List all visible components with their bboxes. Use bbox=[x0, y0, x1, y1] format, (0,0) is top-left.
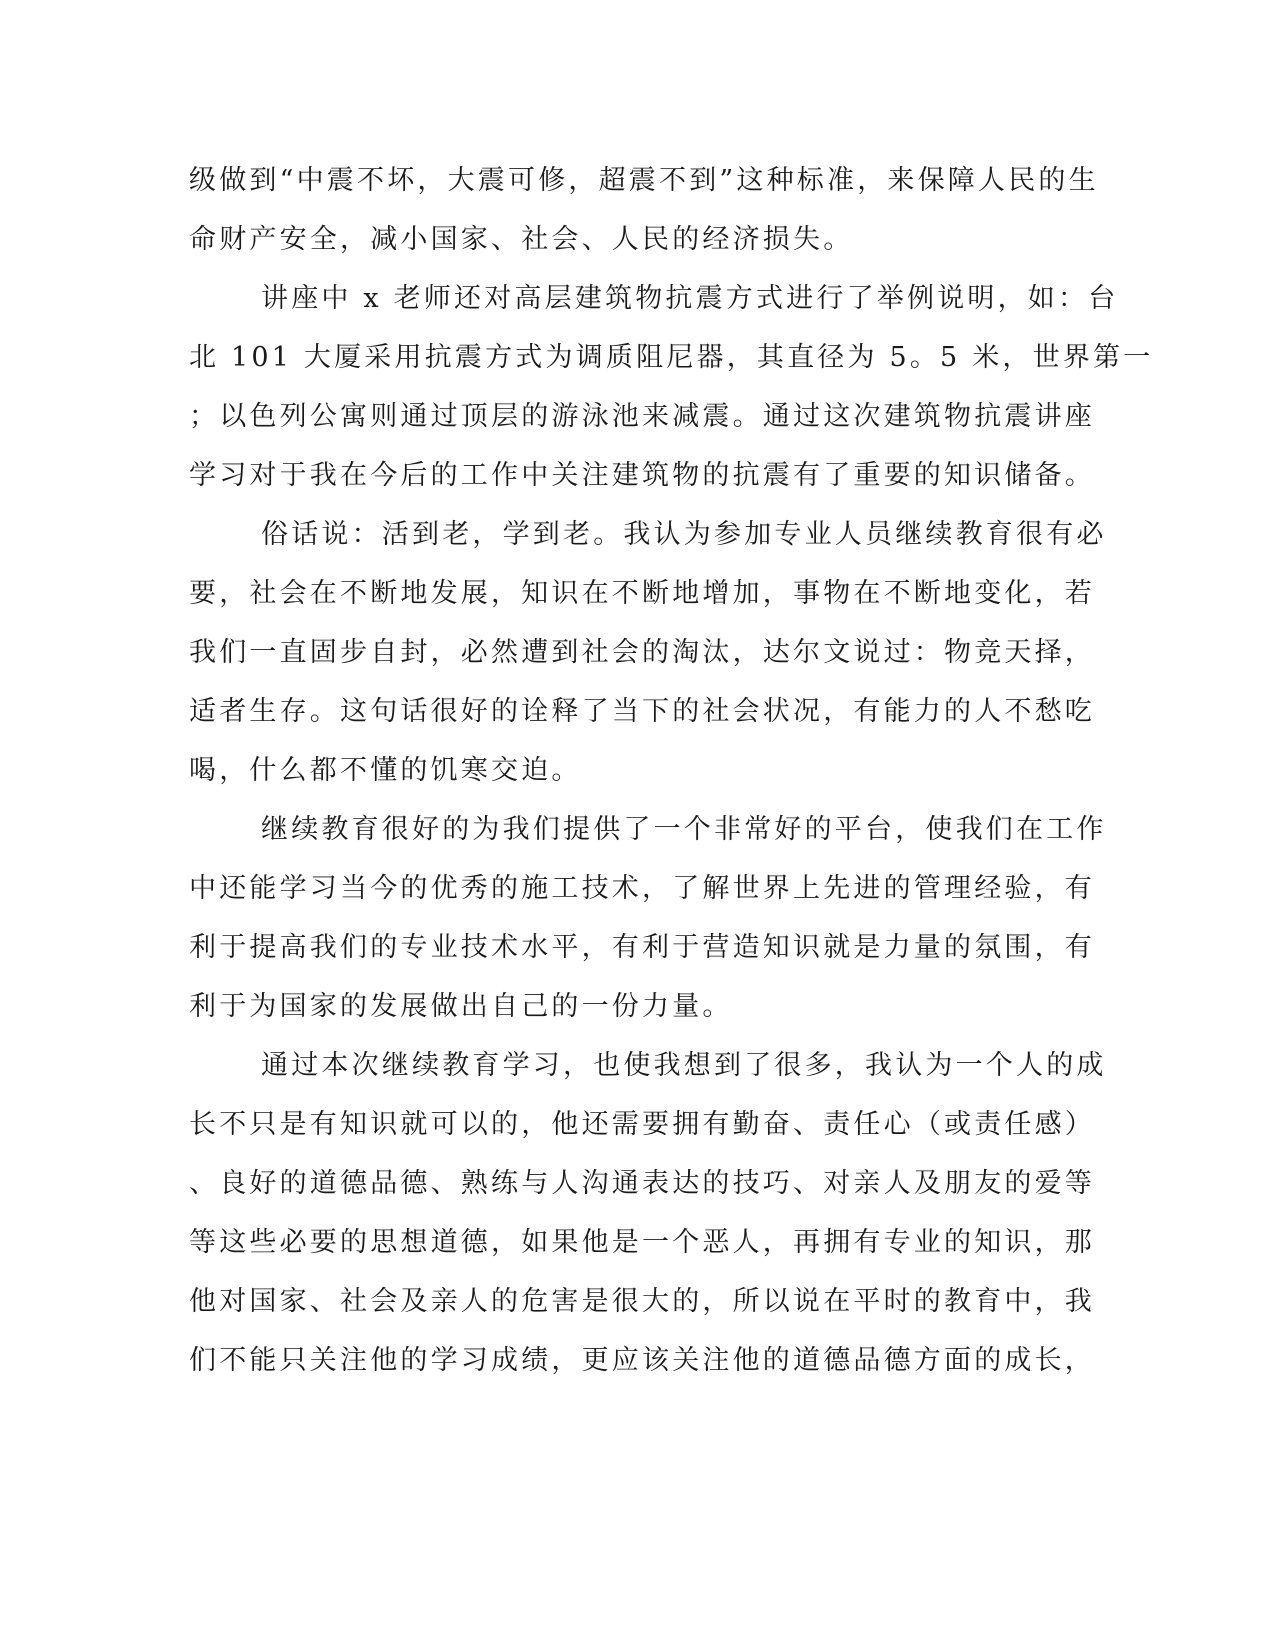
text-line: 、良好的道德品德、熟练与人沟通表达的技巧、对亲人及朋友的爱等 bbox=[189, 1168, 1095, 1199]
paragraph-first-line: 俗话说：活到老，学到老。我认为参加专业人员继续教育很有必 bbox=[261, 519, 1107, 550]
text-line: 利于为国家的发展做出自己的一份力量。 bbox=[189, 991, 733, 1022]
text-line: ；以色列公寓则通过顶层的游泳池来减震。通过这次建筑物抗震讲座 bbox=[189, 401, 1095, 432]
text-line: 等这些必要的思想道德，如果他是一个恶人，再拥有专业的知识，那 bbox=[189, 1227, 1095, 1258]
text-line: 他对国家、社会及亲人的危害是很大的，所以说在平时的教育中，我 bbox=[189, 1286, 1095, 1317]
paragraph-first-line: 通过本次继续教育学习，也使我想到了很多，我认为一个人的成 bbox=[261, 1050, 1107, 1081]
text-line: 要，社会在不断地发展，知识在不断地增加，事物在不断地变化，若 bbox=[189, 578, 1095, 609]
text-line: 学习对于我在今后的工作中关注建筑物的抗震有了重要的知识储备。 bbox=[189, 460, 1095, 491]
text-line: 中还能学习当今的优秀的施工技术，了解世界上先进的管理经验，有 bbox=[189, 873, 1095, 904]
paragraph-first-line: 讲座中 x 老师还对高层建筑物抗震方式进行了举例说明，如：台 bbox=[261, 283, 1119, 314]
text-line: 利于提高我们的专业技术水平，有利于营造知识就是力量的氛围，有 bbox=[189, 932, 1095, 963]
text-line: 们不能只关注他的学习成绩，更应该关注他的道德品德方面的成长， bbox=[189, 1345, 1095, 1376]
text-line: 级做到“中震不坏，大震可修，超震不到”这种标准，来保障人民的生 bbox=[189, 165, 1099, 196]
paragraph-first-line: 继续教育很好的为我们提供了一个非常好的平台，使我们在工作 bbox=[261, 814, 1107, 845]
text-line: 适者生存。这句话很好的诠释了当下的社会状况，有能力的人不愁吃 bbox=[189, 696, 1095, 727]
text-line: 长不只是有知识就可以的，他还需要拥有勤奋、责任心（或责任感） bbox=[189, 1109, 1095, 1140]
text-line: 北 101 大厦采用抗震方式为调质阻尼器，其直径为 5。5 米，世界第一 bbox=[189, 342, 1154, 373]
text-line: 喝，什么都不懂的饥寒交迫。 bbox=[189, 755, 582, 786]
text-line: 我们一直固步自封，必然遭到社会的淘汰，达尔文说过：物竞天择， bbox=[189, 637, 1095, 668]
text-line: 命财产安全，减小国家、社会、人民的经济损失。 bbox=[189, 224, 854, 255]
